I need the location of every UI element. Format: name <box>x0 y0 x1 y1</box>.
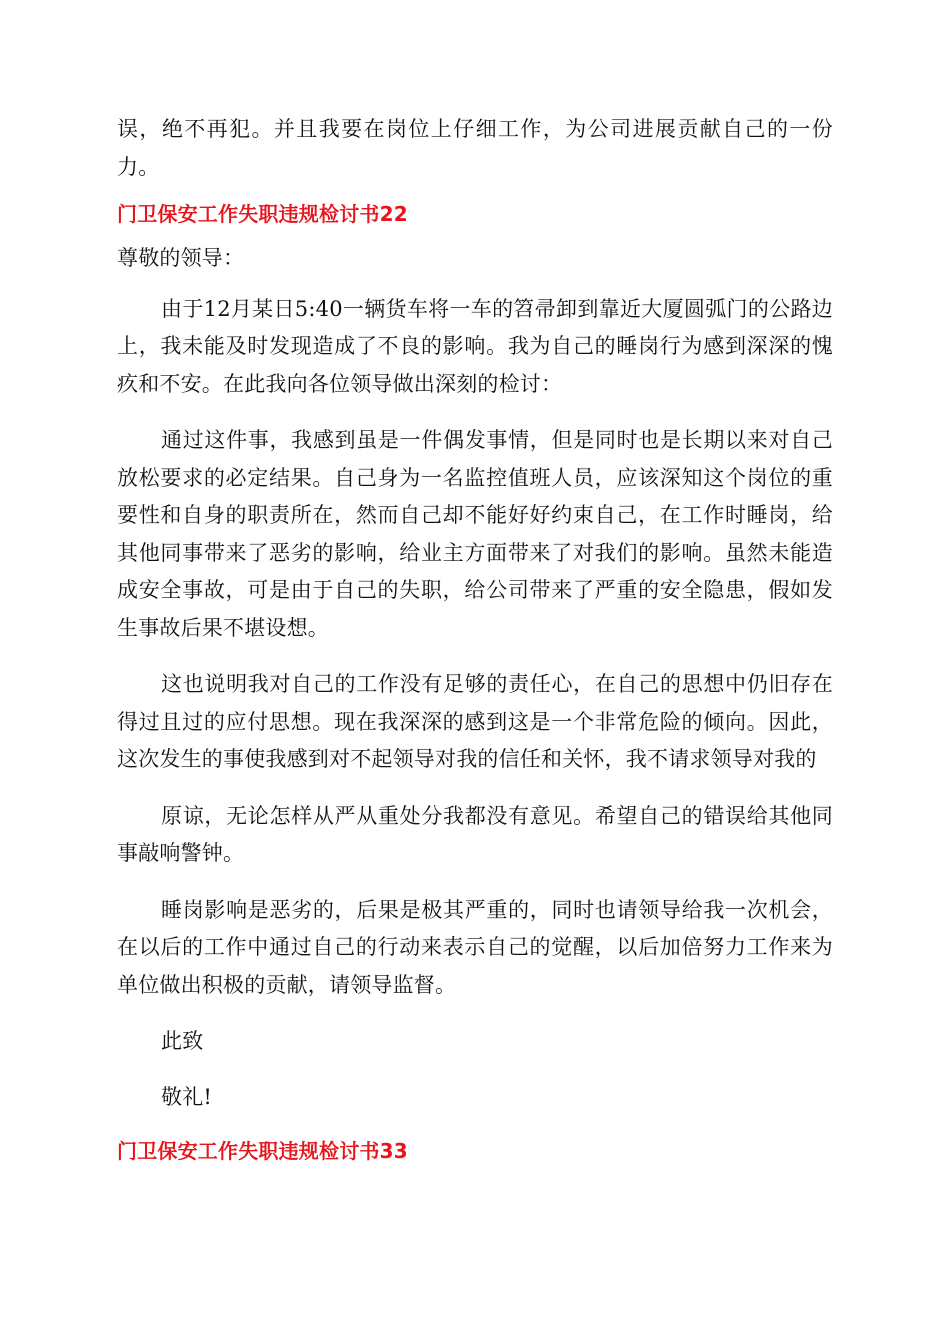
body-paragraph-4: 原谅，无论怎样从严从重处分我都没有意见。希望自己的错误给其他同事敲响警钟。 <box>117 803 833 865</box>
body-paragraph-1: 由于12月某日5:40一辆货车将一车的笤帚卸到靠近大厦圆弧门的公路边上，我未能及时发现造成了不良的影响。我为自己的睡岗行为感到深深的愧疚和不安。在此我向各位领导做出深刻的检讨： <box>117 296 833 396</box>
body-paragraph-3: 这也说明我对自己的工作没有足够的责任心，在自己的思想中仍旧存在得过且过的应付思想。现在我深深的感到这是一个非常危险的倾向。因此，这次发生的事使我感到对不起领导对我的信任和关怀，我不请求领导对我的 <box>117 672 833 771</box>
section-heading-33: 门卫保安工作失职违规检讨书33 <box>117 1139 408 1163</box>
intro-paragraph: 误，绝不再犯。并且我要在岗位上仔细工作，为公司进展贡献自己的一份力。 <box>117 117 833 179</box>
closing-line-2: 敬礼! <box>161 1084 213 1109</box>
document-body <box>117 111 833 1177</box>
body-paragraph-5: 睡岗影响是恶劣的，后果是极其严重的，同时也请领导给我一次机会，在以后的工作中通过自己的行动来表示自己的觉醒，以后加倍努力工作来为单位做出积极的贡献，请领导监督。 <box>117 897 833 997</box>
closing-line-1: 此致 <box>161 1029 204 1053</box>
body-paragraph-2: 通过这件事，我感到虽是一件偶发事情，但是同时也是长期以来对自己放松要求的必定结果。自己身为一名监控值班人员，应该深知这个岗位的重要性和自身的职责所在，然而自己却不能好好约束自己，在工作时睡岗，给其他同事带来了恶劣的影响，给业主方面带来了对我们的影响。虽然未能造成安全事故，可是由于自己的失职，给公司带来了严重的安全隐患，假如发生事故后果不堪设想。 <box>117 428 833 640</box>
section-heading-22: 门卫保安工作失职违规检讨书22 <box>117 202 408 226</box>
salutation: 尊敬的领导： <box>117 246 245 270</box>
